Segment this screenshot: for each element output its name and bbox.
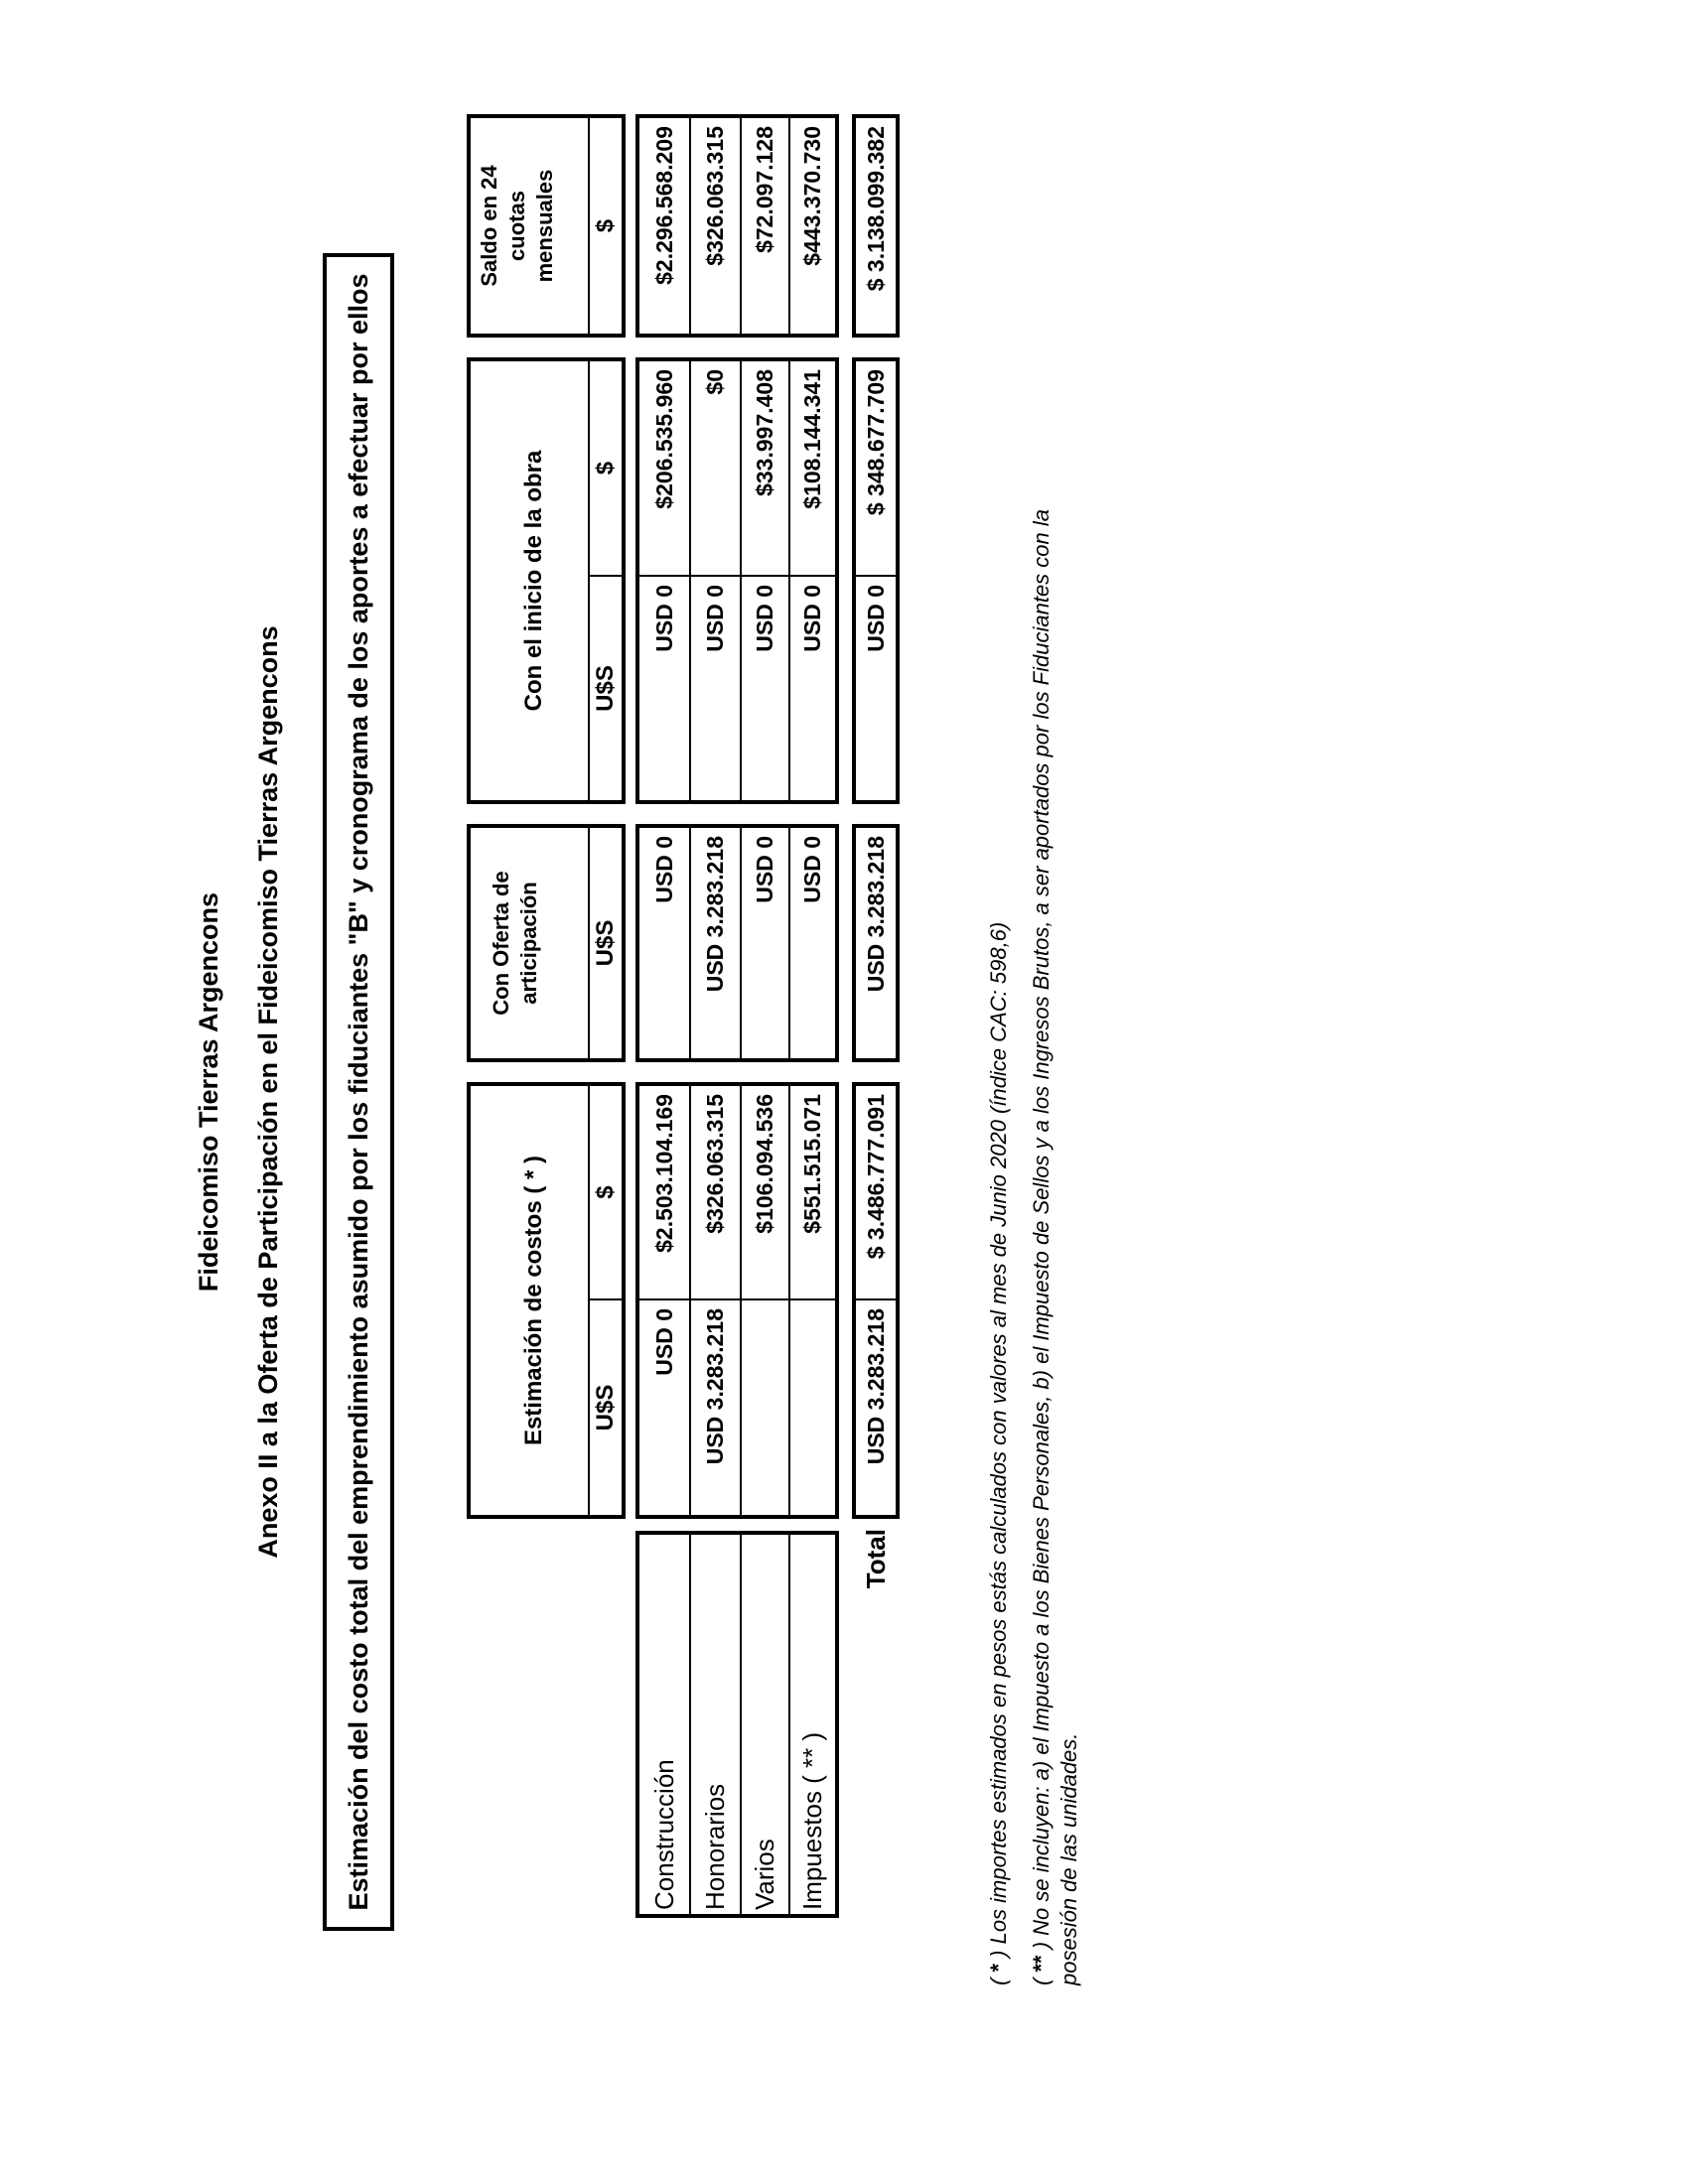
table-cell: USD 0 [751, 585, 777, 652]
table-cell: USD 3.283.218 [701, 836, 728, 993]
table-cell: $551.515.071 [798, 1094, 825, 1234]
section-header-text: Estimación del costo total del emprendimiento asumido por los fiduciantes "B" y cronograma de los aportes a efectuar por ellos [343, 273, 373, 1911]
table-cell: USD 3.283.218 [862, 836, 889, 993]
table-cell [741, 1300, 788, 1515]
footnote-1-text: ) Los importes estimados en pesos estás calculados con valores al mes de Junio 2020 (índice CAC: 598,6) [986, 921, 1011, 1958]
table-cell: USD 0 [798, 836, 825, 903]
header-estimacion-title: Estimación de costos ( * ) [520, 1155, 547, 1446]
header-saldo-ars: $ [592, 218, 619, 233]
table-cell: USD 0 [751, 836, 777, 903]
row-label-construccion: Construcción [648, 1759, 679, 1910]
footnote-1: ( * ) Los importes estimados en pesos estás calculados con valores al mes de Junio 2020 (índice CAC: 598,6) [986, 921, 1011, 1985]
section-header [323, 253, 394, 1931]
total-saldo [852, 114, 900, 338]
header-inicio-title: Con el inicio de la obra [520, 450, 547, 712]
table-cell: USD 0 [650, 1308, 677, 1376]
header-estimacion-ars: $ [592, 1185, 619, 1199]
footnote-1-mark: * [986, 1963, 1011, 1973]
header-saldo-title-2: cuotas [504, 191, 529, 261]
table-cell: USD 3.283.218 [701, 1308, 728, 1465]
table-cell [789, 1300, 835, 1515]
header-oferta [467, 824, 626, 1062]
table-cell: USD 0 [701, 585, 728, 652]
saldo-body [635, 114, 839, 338]
header-inicio-usd: U$S [592, 665, 619, 712]
row-label-honorarios: Honorarios [699, 1783, 730, 1910]
table-cell: $443.370.730 [798, 126, 825, 266]
footnote-2: ( ** ) No se incluyen: a) el Impuesto a los Bienes Personales, b) el Impuesto de Sellos y a los Ingresos Brutos, a ser aportados por los Fiduciantes con la posesión de las unidades. [1029, 508, 1081, 1985]
oferta-body [635, 824, 839, 1062]
header-saldo-title-3: mensuales [532, 169, 557, 283]
estimacion-body [635, 1082, 839, 1519]
table-cell: $206.535.960 [650, 369, 677, 509]
table-cell: USD 3.283.218 [862, 1308, 889, 1465]
total-oferta [852, 824, 900, 1062]
page-title: Fideicomiso Tierras Argencons [194, 891, 223, 1293]
row-label-varios: Varios [749, 1839, 779, 1910]
header-oferta-title-2: articipación [516, 882, 541, 1005]
header-saldo [467, 114, 626, 338]
row-label-impuestos: Impuestos ( ** ) [796, 1731, 827, 1910]
total-inicio [852, 357, 900, 804]
inicio-body [635, 357, 839, 804]
total-label: Total [861, 1529, 891, 1589]
header-estimacion-usd: U$S [592, 1384, 619, 1432]
total-estimacion [852, 1082, 900, 1519]
table-cell: $72.097.128 [751, 126, 777, 253]
table-cell: $2.296.568.209 [650, 126, 677, 285]
table-cell: $326.063.315 [701, 1094, 728, 1234]
header-inicio-ars: $ [592, 461, 619, 476]
page-subtitle: Anexo II a la Oferta de Participación en el Fideicomiso Tierras Argencons [253, 625, 283, 1559]
table-cell: $ 3.138.099.382 [862, 126, 889, 292]
header-oferta-usd: U$S [592, 919, 619, 967]
header-inicio [467, 357, 626, 804]
header-estimacion [467, 1082, 626, 1519]
table-cell: USD 0 [650, 836, 677, 903]
table-cell: $33.997.408 [751, 369, 777, 496]
table-cell: $326.063.315 [701, 126, 728, 266]
table-cell: $106.094.536 [751, 1094, 777, 1234]
header-oferta-title-1: Con Oferta de [489, 871, 513, 1016]
table-cell: USD 0 [862, 585, 889, 652]
table-cell: $ 348.677.709 [862, 369, 889, 516]
table-cell: USD 0 [798, 585, 825, 652]
table-cell: $108.144.341 [798, 369, 825, 509]
row-labels-table [635, 1531, 839, 1918]
footnote-2-mark: ** [1029, 1955, 1054, 1973]
header-saldo-title-1: Saldo en 24 [477, 165, 501, 287]
table-cell: $ 3.486.777.091 [862, 1094, 889, 1260]
footnote-2-text: ) No se incluyen: a) el Impuesto a los Bienes Personales, b) el Impuesto de Sellos y a los Ingresos Brutos, a ser aportados por los Fiduciantes con la posesión de las unidades. [1029, 508, 1081, 1985]
table-cell: USD 0 [650, 585, 677, 652]
table-cell: $0 [701, 369, 728, 395]
table-cell: $2.503.104.169 [650, 1094, 677, 1253]
